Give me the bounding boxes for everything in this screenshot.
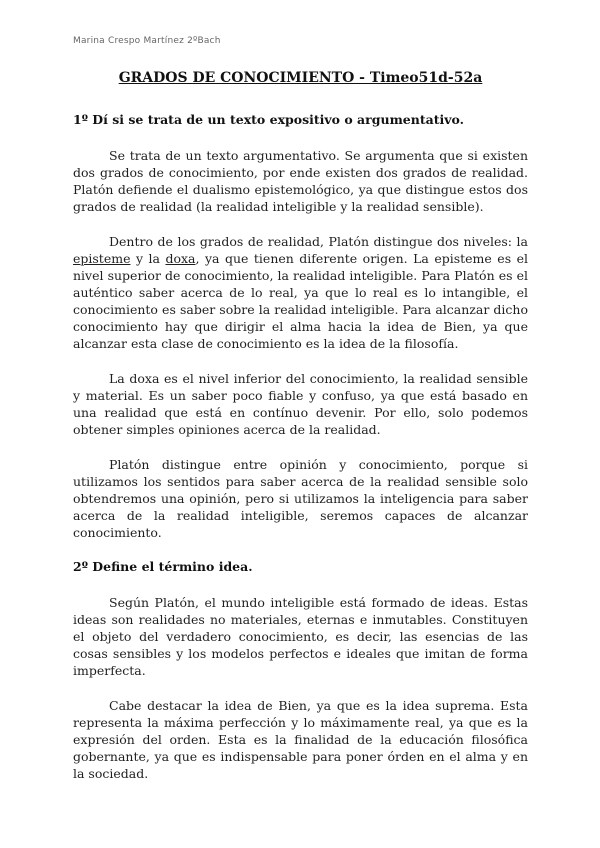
document-body [73, 70, 528, 800]
text-segment: Dentro de los grados de realidad, Platón distingue dos niveles: la [109, 234, 528, 249]
answer-2-paragraph-2: Cabe destacar la idea de Bien, ya que es la idea suprema. Esta representa la máxima perfección y lo máximamente real, ya que es la expresión del orden. Esta es la finalidad de la educación filosófica gobernante, ya que es indispensable para poner órden en el alma y en la sociedad. [73, 698, 528, 781]
answer-1-paragraph-1: Se trata de un texto argumentativo. Se argumenta que si existen dos grados de conocimiento, por ende existen dos grados de realidad. Platón defiende el dualismo epistemológico, ya que distingue estos dos grados de realidad (la realidad inteligible y la realidad sensible). [73, 148, 528, 214]
term-doxa: doxa [165, 251, 196, 266]
text-segment: , ya que tienen diferente origen. La episteme es el nivel superior de conocimiento, la realidad inteligible. Para Platón es el auténtico saber acerca de lo real, ya que lo real es lo intangible, el conocimiento es saber sobre la realidad inteligible. Para alcanzar dicho conocimiento hay que dirigir el alma hacia la idea de Bien, ya que alcanzar esta clase de conocimiento es la idea de la filosofía. [73, 251, 528, 351]
question-1-heading: 1º Dí si se trata de un texto expositivo o argumentativo. [73, 112, 464, 127]
answer-1-paragraph-3: La doxa es el nivel inferior del conocimiento, la realidad sensible y material. Es un saber poco fiable y confuso, ya que está basado en una realidad que está en contínuo devenir. Por ello, solo podemos obtener simples opiniones acerca de la realidad. [73, 371, 528, 437]
answer-2-paragraph-1: Según Platón, el mundo inteligible está formado de ideas. Estas ideas son realidades no materiales, eternas e inmutables. Constituyen el objeto del verdadero conocimiento, es decir, las esencias de las cosas sensibles y los modelos perfectos e ideales que imitan de forma imperfecta. [73, 595, 528, 678]
text-segment: y la [130, 251, 166, 266]
answer-1-paragraph-4: Platón distingue entre opinión y conocimiento, porque si utilizamos los sentidos para saber acerca de la realidad sensible solo obtendremos una opinión, pero si utilizamos la inteligencia para saber acerca de la realidad inteligible, seremos capaces de alcanzar conocimiento. [73, 457, 528, 540]
question-2-heading: 2º Define el término idea. [73, 559, 253, 574]
answer-1-paragraph-2 [73, 233, 528, 352]
author-header: Marina Crespo Martínez 2ºBach [73, 36, 221, 46]
document-title: GRADOS DE CONOCIMIENTO - Timeo51d-52a [118, 70, 483, 86]
term-episteme: episteme [73, 251, 131, 266]
